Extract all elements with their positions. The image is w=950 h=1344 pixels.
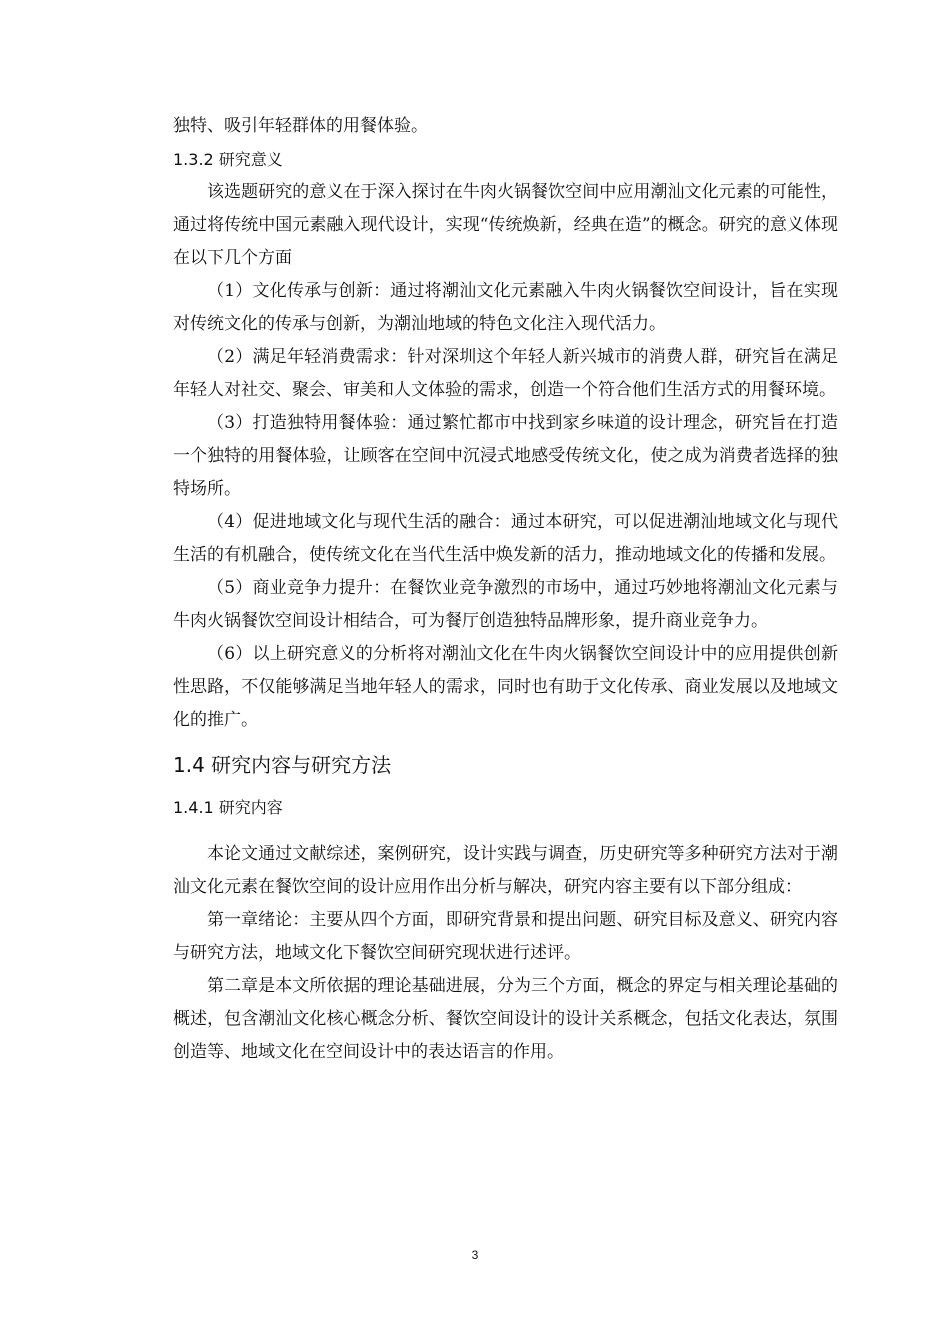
content-paragraph-chapter-1: 第一章绪论：主要从四个方面，即研究背景和提出问题、研究目标及意义、研究内容与研究方法，地域文化下餐饮空间研究现状进行述评。	[173, 910, 838, 963]
page-number: 3	[471, 1248, 479, 1262]
significance-item-5: （5）商业竞争力提升：在餐饮业竞争激烈的市场中，通过巧妙地将潮汕文化元素与牛肉火锅餐饮空间设计相结合，可为餐厅创造独特品牌形象，提升商业竞争力。	[173, 578, 838, 631]
section-heading-1-3-2: 1.3.2 研究意义	[173, 150, 283, 169]
significance-item-3: （3）打造独特用餐体验：通过繁忙都市中找到家乡味道的设计理念，研究旨在打造一个独特的用餐体验，让顾客在空间中沉浸式地感受传统文化，使之成为消费者选择的独特场所。	[173, 413, 838, 499]
page-body	[173, 110, 838, 1069]
section-heading-1-4-1: 1.4.1 研究内容	[173, 798, 283, 817]
content-paragraph-1: 本论文通过文献综述，案例研究，设计实践与调查，历史研究等多种研究方法对于潮汕文化元素在餐饮空间的设计应用作出分析与解决，研究内容主要有以下部分组成：	[173, 844, 838, 897]
content-paragraph-chapter-2: 第二章是本文所依据的理论基础进展，分为三个方面，概念的界定与相关理论基础的概述，包含潮汕文化核心概念分析、餐饮空间设计的设计关系概念，包括文化表达，氛围创造等、地域文化在空间设计中的表达语言的作用。	[173, 976, 838, 1062]
significance-item-6: （6）以上研究意义的分析将对潮汕文化在牛肉火锅餐饮空间设计中的应用提供创新性思路，不仅能够满足当地年轻人的需求，同时也有助于文化传承、商业发展以及地域文化的推广。	[173, 644, 838, 730]
significance-item-4: （4）促进地域文化与现代生活的融合：通过本研究，可以促进潮汕地域文化与现代生活的有机融合，使传统文化在当代生活中焕发新的活力，推动地域文化的传播和发展。	[173, 512, 838, 565]
significance-item-1: （1）文化传承与创新：通过将潮汕文化元素融入牛肉火锅餐饮空间设计，旨在实现对传统文化的传承与创新，为潮汕地域的特色文化注入现代活力。	[173, 281, 838, 334]
significance-intro-paragraph: 该选题研究的意义在于深入探讨在牛肉火锅餐饮空间中应用潮汕文化元素的可能性，通过将传统中国元素融入现代设计，实现“传统焕新，经典在造”的概念。研究的意义体现在以下几个方面	[173, 182, 838, 268]
continuation-paragraph: 独特、吸引年轻群体的用餐体验。	[173, 116, 428, 136]
significance-item-2: （2）满足年轻消费需求：针对深圳这个年轻人新兴城市的消费人群，研究旨在满足年轻人对社交、聚会、审美和人文体验的需求，创造一个符合他们生活方式的用餐环境。	[173, 347, 838, 400]
section-heading-1-4: 1.4 研究内容与研究方法	[173, 753, 392, 777]
